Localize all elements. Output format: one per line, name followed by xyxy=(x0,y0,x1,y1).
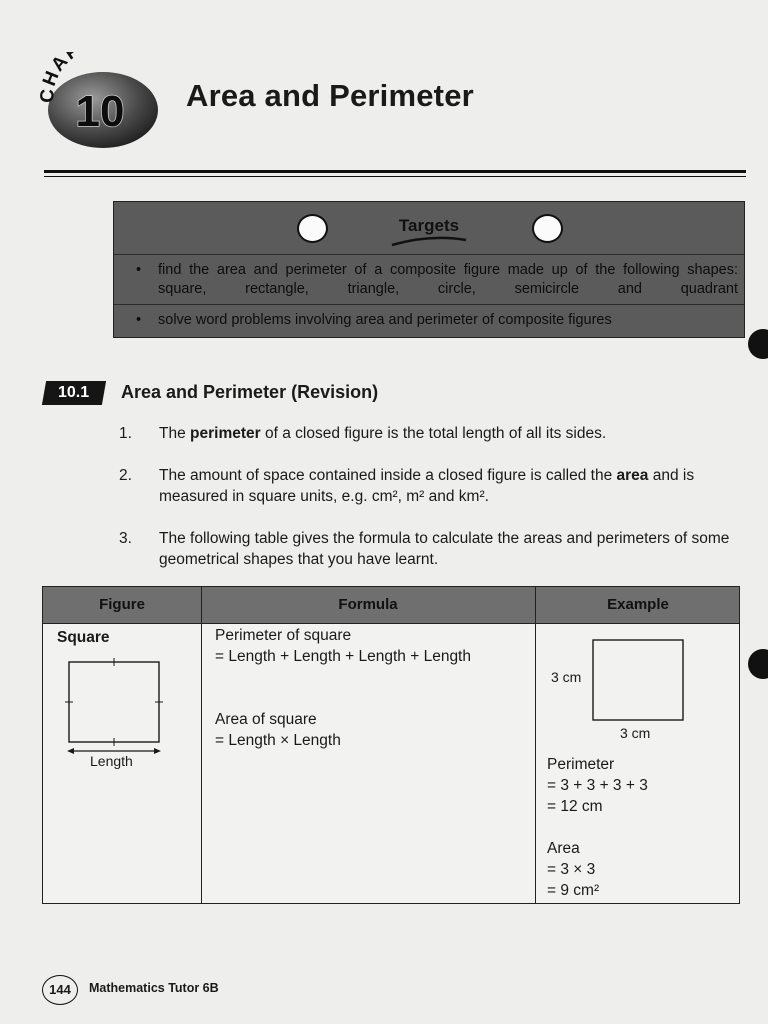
section-title: Area and Perimeter (Revision) xyxy=(121,382,379,402)
punch-hole-icon xyxy=(748,329,768,359)
example-line: = 3 + 3 + 3 + 3 xyxy=(547,777,648,794)
example-line: Perimeter xyxy=(547,756,615,773)
formula-line: = Length × Length xyxy=(215,732,341,749)
formula-table xyxy=(42,586,740,904)
formula-perimeter xyxy=(215,625,471,667)
header-formula: Formula xyxy=(338,596,398,613)
example-line: Area xyxy=(547,840,580,857)
example-perimeter xyxy=(547,754,648,817)
example-side-left: 3 cm xyxy=(551,669,582,685)
chapter-badge xyxy=(40,52,165,152)
example-square xyxy=(592,639,686,723)
punch-hole-icon xyxy=(748,649,768,679)
title-rule-thin xyxy=(44,176,746,177)
example-line: = 3 × 3 xyxy=(547,861,596,878)
column-divider xyxy=(535,587,536,903)
figure-length-label: Length xyxy=(90,753,133,769)
header-figure: Figure xyxy=(99,596,145,613)
item-number: 2. xyxy=(119,467,132,484)
title-rule xyxy=(44,170,746,173)
targets-header xyxy=(114,202,744,255)
example-side-bottom: 3 cm xyxy=(620,725,651,741)
item-text: The perimeter of a closed figure is the total length of all its sides. xyxy=(159,425,607,442)
underline-swoosh-icon xyxy=(390,234,470,248)
page-number: 144 xyxy=(42,975,78,1005)
item-number: 1. xyxy=(119,425,132,442)
chapter-number: 10 xyxy=(75,87,125,136)
figure-name: Square xyxy=(57,629,110,646)
bullet-icon: • xyxy=(136,262,142,278)
target-item xyxy=(114,254,744,305)
chapter-title: Area and Perimeter xyxy=(186,78,474,113)
item-number: 3. xyxy=(119,530,132,547)
formula-line: = Length + Length + Length + Length xyxy=(215,648,471,665)
column-divider xyxy=(201,587,202,903)
item-text: The amount of space contained inside a closed figure is called the area and is measured in square units, e.g. cm², m² and km². xyxy=(159,467,695,505)
header-example: Example xyxy=(607,596,669,613)
item-text: The following table gives the formula to calculate the areas and perimeters of some geometrical shapes that you have learnt. xyxy=(159,530,730,568)
formula-area xyxy=(215,709,341,751)
formula-line: Area of square xyxy=(215,711,317,728)
target-item xyxy=(114,304,744,337)
targets-title: Targets xyxy=(398,216,460,235)
book-title: Mathematics Tutor 6B xyxy=(89,981,219,995)
badge-word: HA xyxy=(40,52,74,90)
formula-line: Perimeter of square xyxy=(215,627,352,644)
bullet-icon: • xyxy=(136,312,142,328)
example-line: = 12 cm xyxy=(547,798,603,815)
section-number: 10.1 xyxy=(42,381,106,405)
table-header xyxy=(43,587,739,624)
target-item-text: find the area and perimeter of a composite figure made up of the following shapes: square, rectangle, triangle, circle, semicircle and quadrant xyxy=(158,262,738,297)
square-diagram xyxy=(63,655,173,755)
example-area xyxy=(547,838,599,901)
example-line: = 9 cm² xyxy=(547,882,600,899)
target-item-text: solve word problems involving area and perimeter of composite figures xyxy=(158,312,612,328)
chapter-badge-graphic xyxy=(40,52,165,152)
targets-box xyxy=(113,201,745,338)
binder-hole-right-icon xyxy=(532,214,563,243)
